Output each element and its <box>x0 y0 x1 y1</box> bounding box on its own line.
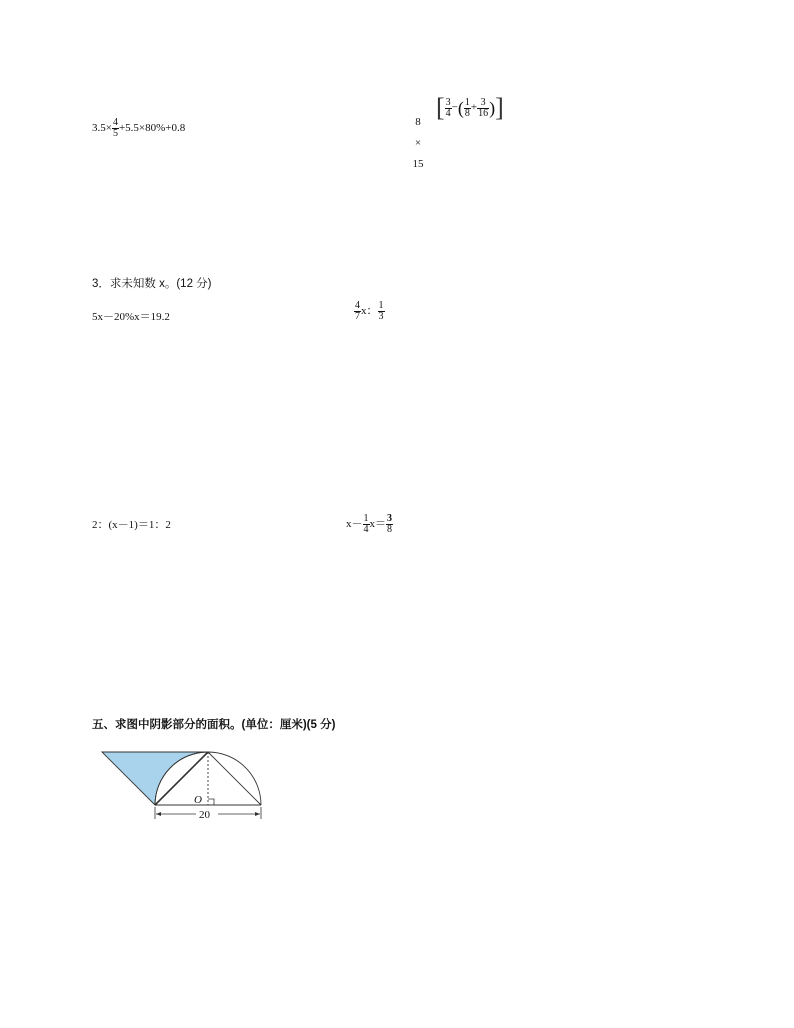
section-5-heading: 五、求图中阴影部分的面积。(单位：厘米)(5 分) <box>92 719 336 731</box>
expression-2-bracket: [ $\frac{3}{4}$ −( $\frac{1}{8}$ + $\frac{3}{16}$ )] <box>436 93 504 122</box>
fraction-1-3: $\frac{1}{3}$ <box>378 300 384 322</box>
fraction-4-7: $\frac{4}{7}$ <box>355 300 360 322</box>
fraction-1-8: $\frac{1}{8}$ <box>464 96 470 119</box>
equation-3: 2：(x－1)＝1：2 <box>92 519 171 531</box>
center-label: O <box>194 794 202 806</box>
dimension-label: 20 <box>199 809 210 821</box>
right-angle-mark <box>208 799 214 805</box>
fraction-3-4: $\frac{3}{4}$ <box>445 96 451 119</box>
section-3-heading: 3．求未知数 x。(12 分) <box>92 278 212 290</box>
expr1-part-b: +5.5×80%+0.8 <box>118 122 186 135</box>
shaded-region <box>102 752 208 805</box>
shaded-area-figure <box>96 748 268 824</box>
equation-1: 5x－20%x＝19.2 <box>92 311 170 323</box>
dim-arrow-left <box>156 812 161 816</box>
equation-4: x－ $\frac{1}{4}$ x＝ $\frac{3}{8}$ <box>346 513 392 535</box>
expression-1 <box>92 118 185 139</box>
expression-2-fraction: 8 × 15 <box>412 116 424 170</box>
equation-2: $\frac{4}{7}$ x： $\frac{1}{3}$ <box>355 300 384 322</box>
fraction-4-5: $\frac{4}{5}$ <box>112 117 118 139</box>
dim-arrow-right <box>255 812 260 816</box>
fraction-3-16: $\frac{3}{16}$ <box>478 96 489 119</box>
expr1-part-a: 3.5× <box>92 122 112 135</box>
fraction-3-8: $\frac{3}{8}$ <box>387 513 392 535</box>
fraction-1-4: $\frac{1}{4}$ <box>363 513 369 535</box>
diagonal-right <box>208 752 261 805</box>
